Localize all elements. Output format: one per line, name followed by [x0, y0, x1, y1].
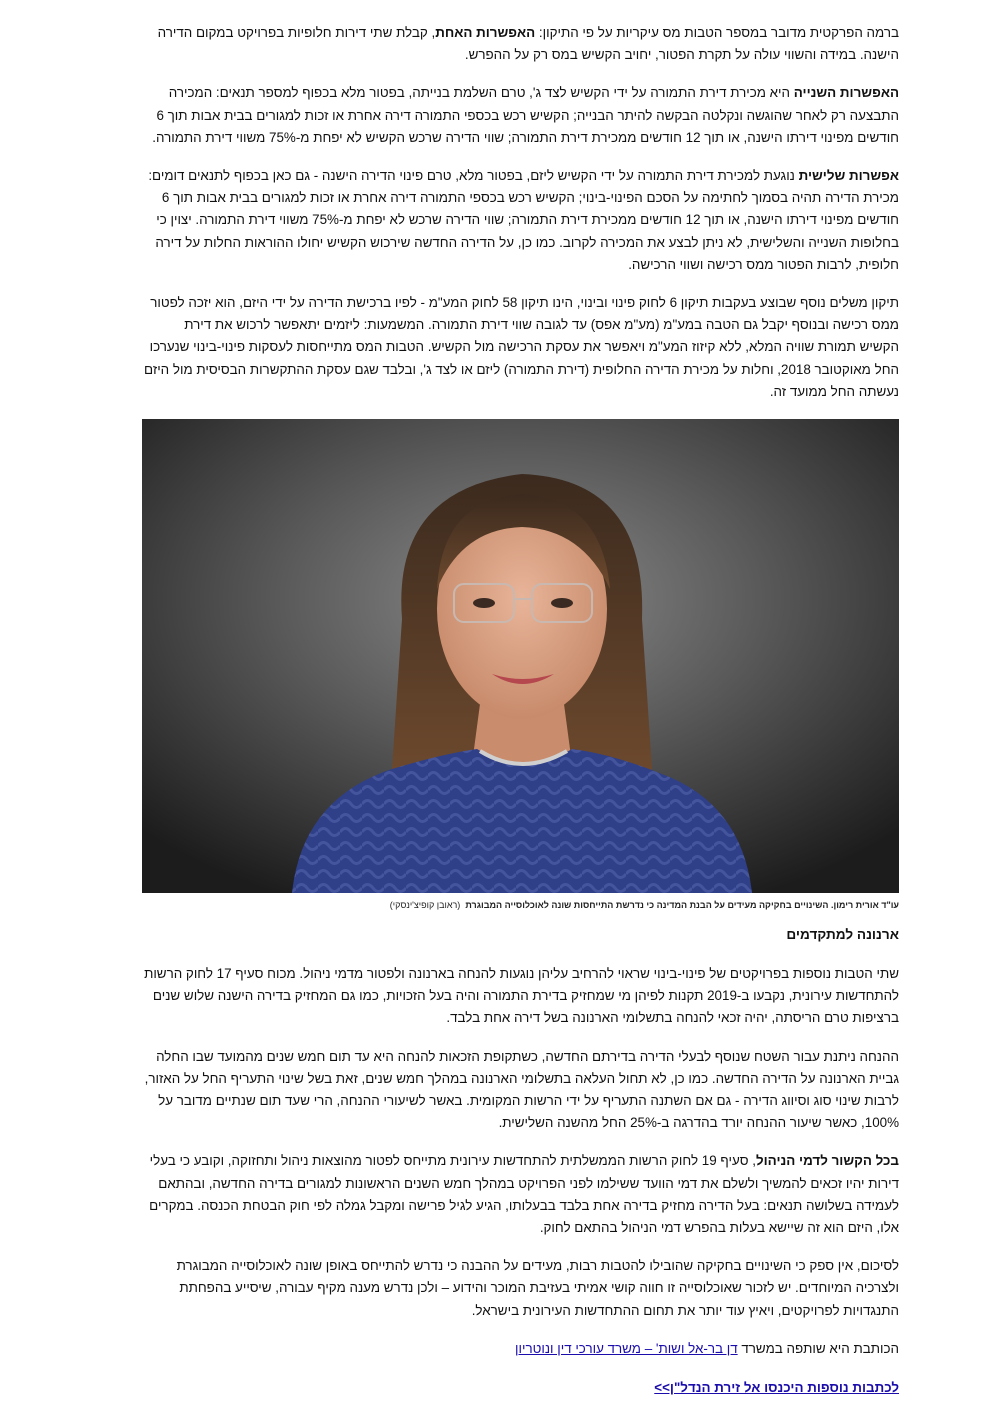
section-paragraph-2: ההנחה ניתנת עבור השטח שנוסף לבעלי הדירה בדירתם החדשה, כשתקופת הזכאות להנחה היא עד תום חמש שנים מהמועד שבו החלה גביית הארנונה על הדירה החדשה. כמו כן, לא תחול העלאה בתשלומי הארנונה במהלך חמש שנים, זאת בשל שינוי התעריף החל על האזור, לרבות שינוי סוג וסיווג הדירה - גם אם השתנה התעריף על ידי הרשות המקומית. באשר לשיעורי ההנחה, הרי שעד תום שנתיים מדובר על 100%, כאשר שיעור ההנחה יורד בהדרגה ב-25% החל מהשנה השלישית. — [144, 1048, 899, 1131]
section-heading: ארנונה למתקדמים — [786, 927, 899, 943]
author-photo — [142, 419, 899, 893]
paragraph-text: ברמה הפרקטית מדובר במספר הטבות מס עיקריות על פי התיקון: — [535, 25, 899, 40]
paragraph-text: , סעיף 19 לחוק הרשות הממשלתית להתחדשות עירונית מתייחס לפטור מהוצאות ניהול ותחזוקה, וקובע כי בעלי דירות יהיו זכאים להמשיך ולשלם את דמי הוועד ששילמו לפני הפרויקט במהלך חמש השנים הראשונות למגורים בדירה החדשה, ובהתאם לעמידה בשלושה תנאים: בעל הדירה מחזיק בדירה אחת בלבד בבעלותו, הגיע לגיל פרישה ומקבל גמלה לפי חוק הבטחת הכנסה. במקרים אלו, היזם הוא זה שיישא בעלות בהפרש דמי הניהול בהתאם לחוק. — [149, 1153, 899, 1236]
paragraph-text: , קבלת שתי דירות חלופיות בפרויקט במקום הדירה הישנה. במידה והשווי עולה על תקרת הפטור, יחויב הקשיש במס רק על ההפרש. — [157, 25, 899, 63]
paragraph-bold: אפשרות שלישית — [798, 168, 899, 184]
paragraph-4: תיקון משלים נוסף שבוצע בעקבות תיקון 6 לחוק פינוי ובינוי, הינו תיקון 58 לחוק המע"מ - לפיו ברכישת הדירה על ידי היזם, הוא יזכה לפטור ממס רכישה ובנוסף יקבל גם הטבה במע"מ (מע"מ אפס) עד לגובה שווי דירת התמורה. המשמעות: ליזמים יתאפשר לרכוש את דירת הקשיש תמורת שוויה המלא, ללא קיזוז המע"מ ויאפשר את עסקת הרכישה מול הקשיש. הטבות המס מתייחסות לעסקות פינוי-בינוי שנערכו החל מאוקטובר 2018, וחלות על מכירת הדירה החלופית (דירת התמורה) ליזם או לצד ג', ובלבד שגם עסקת ההתקשרות הבסיסית מול היזם נעשתה החל ממועד זה. — [144, 295, 899, 399]
section-paragraph-4: לסיכום, אין ספק כי השינויים בחקיקה שהובילו להטבות רבות, מעידים על ההבנה כי נדרש להתייחס באופן שונה לאוכלוסייה המבוגרת ולצרכיה המיוחדים. יש לזכור שאוכלוסייה זו חווה קושי אמיתי בעזיבת המוכר והידוע – ולכן נדרש מענה מקיף עבורה, שיסייע בהפחתת התנגדויות לפרויקטים, ויאיץ עוד יותר את תחום ההתחדשות העירונית בישראל. — [176, 1258, 899, 1318]
photo-credit: (ראובן קופיצ'ינסקי) — [389, 900, 461, 911]
paragraph-bold: בכל הקשור לדמי הניהול — [755, 1153, 899, 1169]
paragraph-3 — [142, 165, 899, 276]
photo-caption — [142, 899, 899, 911]
author-line — [142, 1338, 899, 1360]
section-paragraph-3 — [142, 1150, 899, 1239]
caption-text: עו"ד אורית רימון. השינויים בחקיקה מעידים על הבנת המדינה כי נדרשת התייחסות שונה לאוכלוסייה המבוגרת — [465, 900, 899, 911]
author-line-text: הכותבת היא שותפה במשרד — [737, 1340, 899, 1356]
article-body — [142, 22, 899, 1397]
section-paragraph-1: שתי הטבות נוספות בפרויקטים של פינוי-בינוי שראוי להרחיב עליהן נוגעות להנחה בארנונה ולפטור מדמי ניהול. מכוח סעיף 17 לחוק הרשות להתחדשות עירונית, נקבעו ב-2019 תקנות לפיהן מי שמחזיק בדירת התמורה והיה בעל הזכויות, כמו גם המחזיק בדירה הישנה שלוש שנים ברציפות טרם הריסתה, יהיה זכאי להנחה בתשלומי הארנונה בשל דירה אחת בלבד. — [144, 966, 899, 1026]
paragraph-text: היא מכירת דירת התמורה על ידי הקשיש לצד ג', טרם השלמת בנייתה, בפטור מלא בכפוף למספר תנאים: המכירה התבצעה רק לאחר שהוגשה ונקלטה הבקשה להיתר הבנייה; הקשיש רכש בכספי התמורה דירה אחרת או זכות למגורים בבית אבות תוך 6 חודשים מפינוי דירתו הישנה, או תוך 12 חודשים ממכירת דירת התמורה; שווי הדירה שרכש הקשיש לא יפחת מ-75% משווי דירת התמורה. — [152, 85, 899, 145]
paragraph-bold: האפשרות האחת — [435, 25, 536, 40]
more-articles-link[interactable]: לכתבות נוספות היכנסו אל זירת הנדל"ן>> — [654, 1380, 899, 1396]
paragraph-2 — [142, 82, 899, 149]
paragraph-bold: האפשרות השנייה — [793, 85, 899, 101]
law-firm-link[interactable]: דן בר-אל ושות' – משרד עורכי דין ונוטריון — [515, 1340, 738, 1356]
paragraph-1 — [142, 22, 899, 66]
paragraph-text: נוגעת למכירת דירת התמורה על ידי הקשיש ליזם, בפטור מלא, טרם פינוי הדירה הישנה - גם כאן בכפוף לתנאים דומים: מכירת הדירה תהיה בסמוך לחתימה על הסכם הפינוי-בינוי; הקשיש רכש בכספי התמורה דירה אחרת או זכות למגורים בבית אבות תוך 6 חודשים מפינוי דירתו הישנה, או תוך 12 חודשים ממכירת דירת התמורה; שווי הדירה שרכש לא יפחת מ-75% משווי דירת התמורה. יצוין כי בחלופות השנייה והשלישית, לא ניתן לבצע את המכירה לקרוב. כמו כן, על הדירה החדשה שירכוש הקשיש יחולו ההוראות החלות על דירה חלופית, לרבות הפטור ממס רכישה ושווי הרכישה. — [148, 168, 899, 272]
